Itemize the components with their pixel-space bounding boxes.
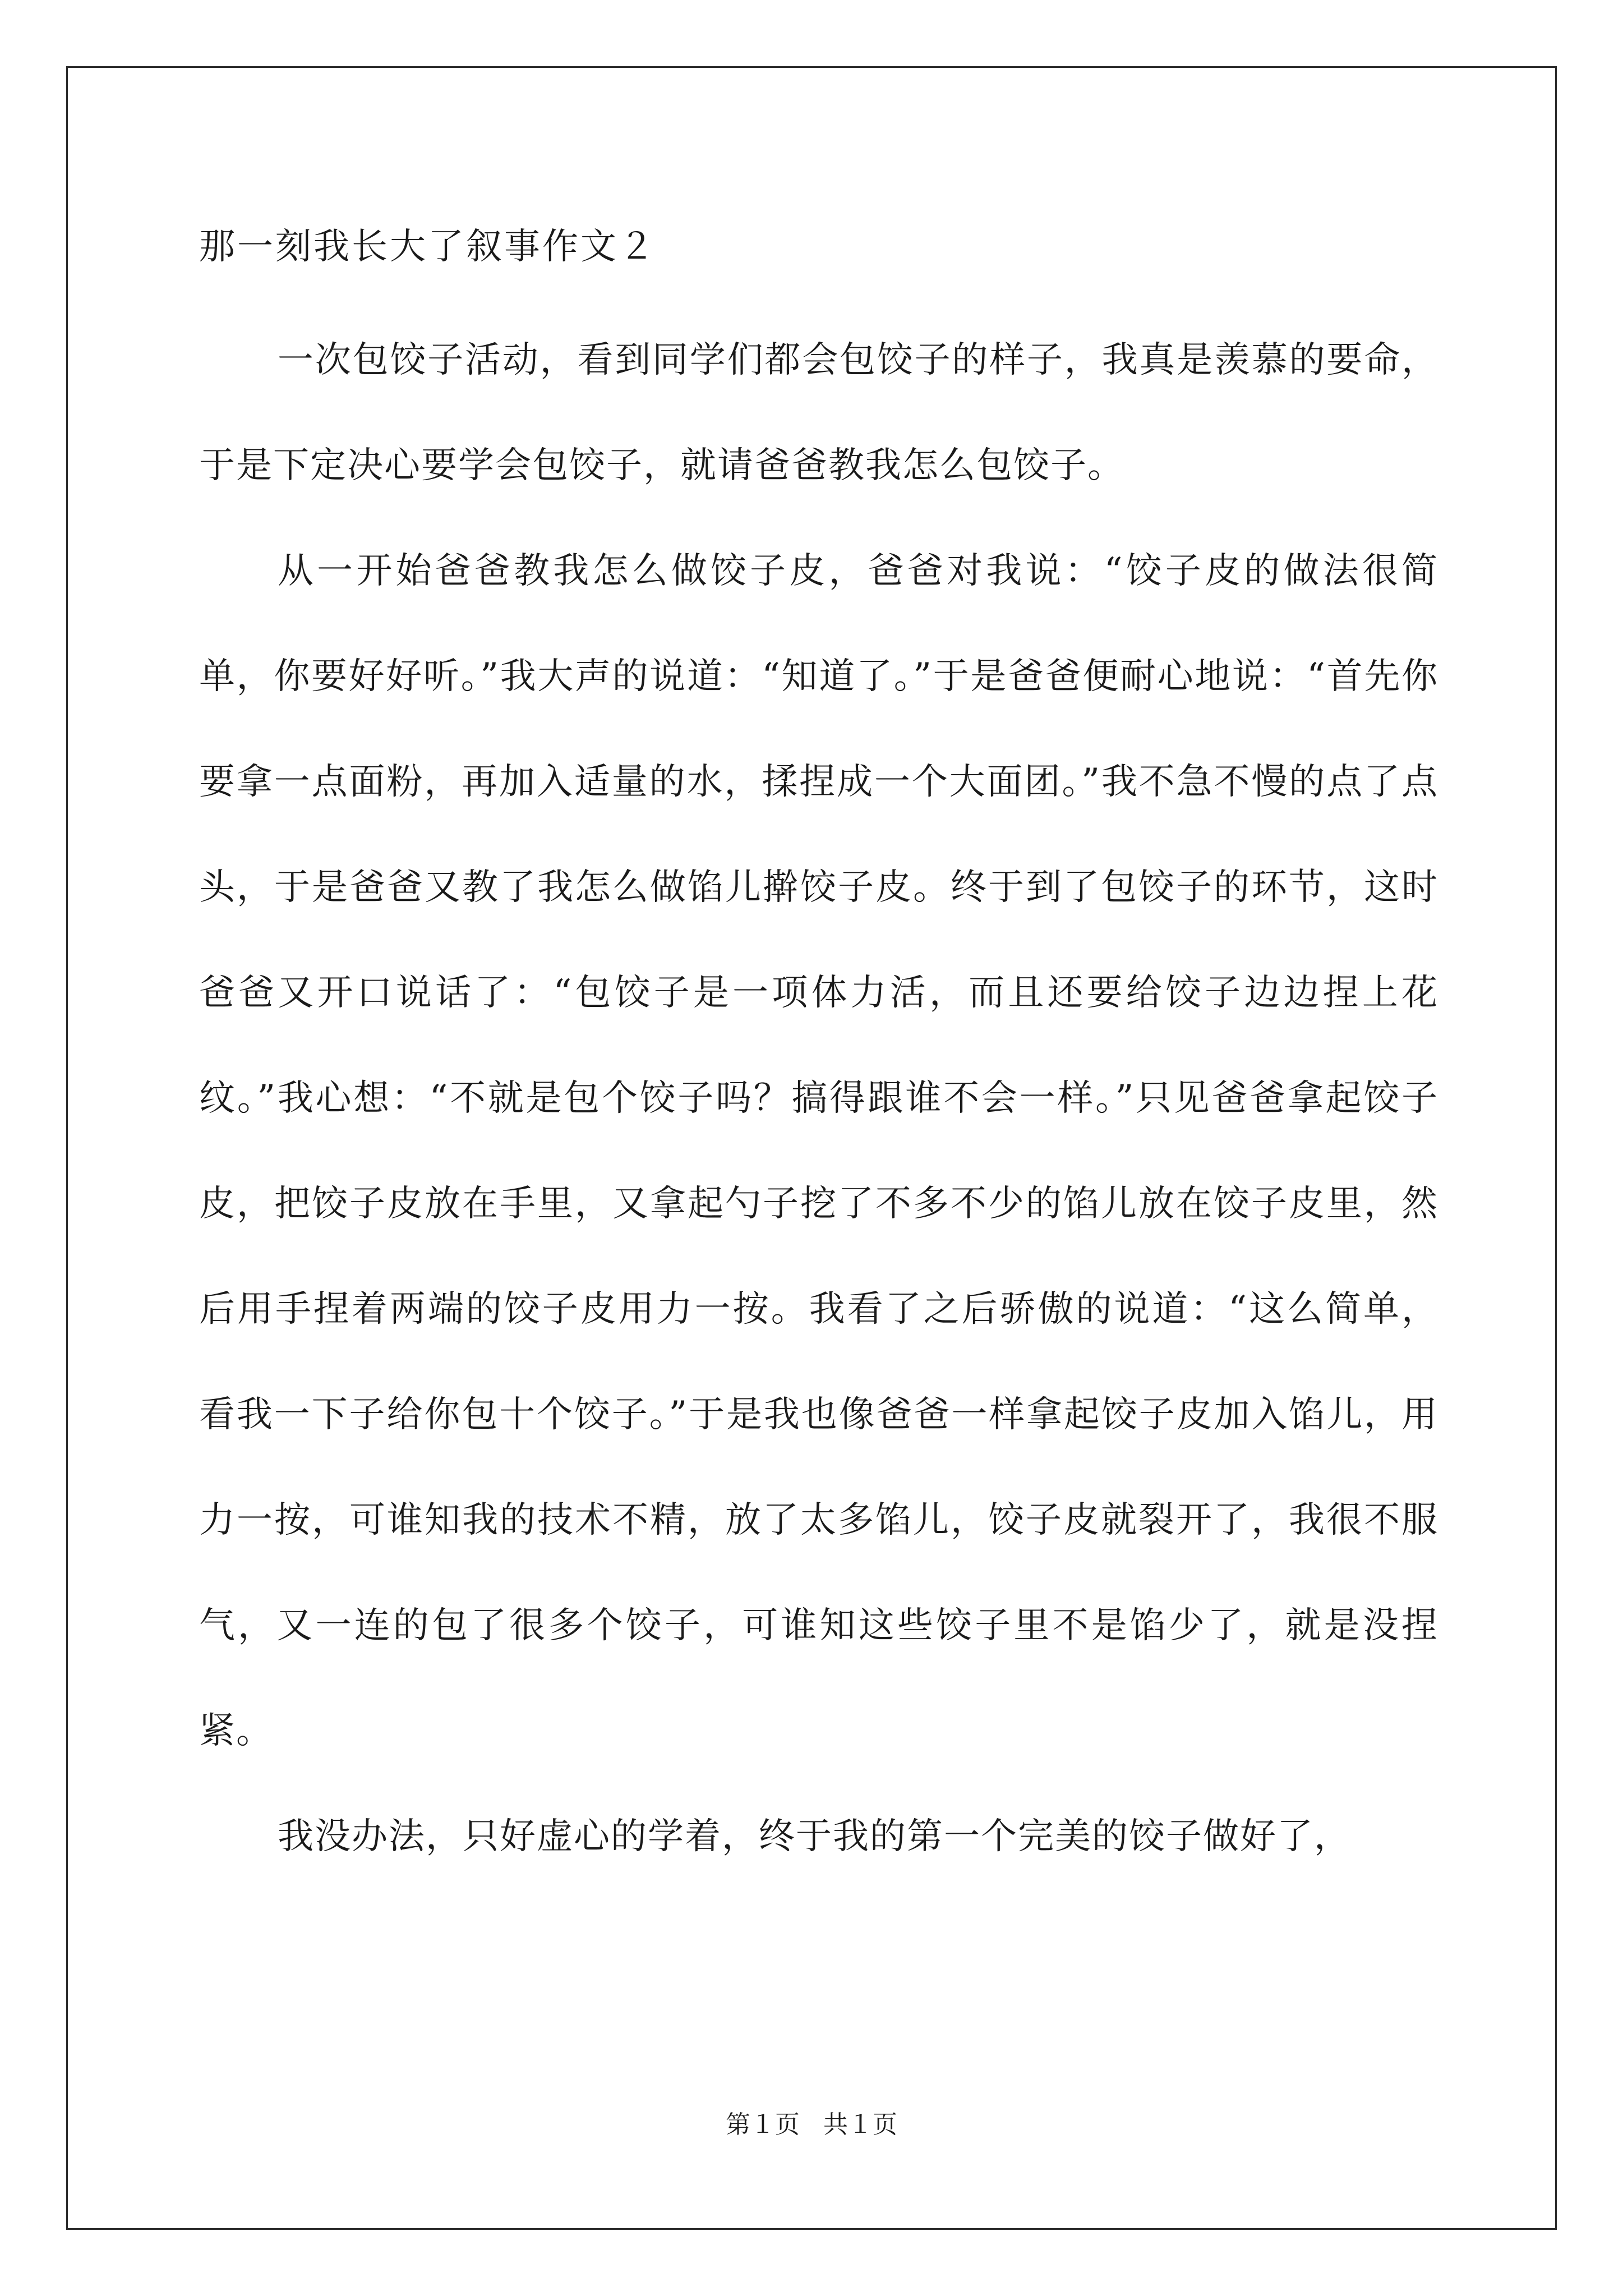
paragraph-1: 一次包饺子活动，看到同学们都会包饺子的样子，我真是羡慕的要命，于是下定决心要学会包饺子，就请爸爸教我怎么包饺子。 <box>199 339 1438 486</box>
paragraph-2: 从一开始爸爸教我怎么做饺子皮，爸爸对我说：“饺子皮的做法很简单，你要好好听。”我大声的说道：“知道了。”于是爸爸便耐心地说：“首先你要拿一点面粉，再加入适量的水，揉捏成一个大面团。”我不急不慢的点了点头，于是爸爸又教了我怎么做馅儿擀饺子皮。终于到了包饺子的环节，这时爸爸又开口说话了：“包饺子是一项体力活，而且还要给饺子边边捏上花纹。”我心想：“不就是包个饺子吗？搞得跟谁不会一样。”只见爸爸拿起饺子皮，把饺子皮放在手里，又拿起勺子挖了不多不少的馅儿放在饺子皮里，然后用手捏着两端的饺子皮用力一按。我看了之后骄傲的说道：“这么简单，看我一下子给你包十个饺子。”于是我也像爸爸一样拿起饺子皮加入馅儿，用力一按，可谁知我的技术不精，放了太多馅儿，饺子皮就裂开了，我很不服气，又一连的包了很多个饺子，可谁知这些饺子里不是馅少了，就是没捏紧。 <box>199 550 1438 1752</box>
page-footer: 第１页 共１页 <box>726 2110 897 2139</box>
paragraph-3: 我没办法，只好虚心的学着，终于我的第一个完美的饺子做好了， <box>278 1816 1351 1857</box>
document-body <box>199 220 1438 1889</box>
document-title: 那一刻我长大了叙事作文２ <box>199 226 657 268</box>
